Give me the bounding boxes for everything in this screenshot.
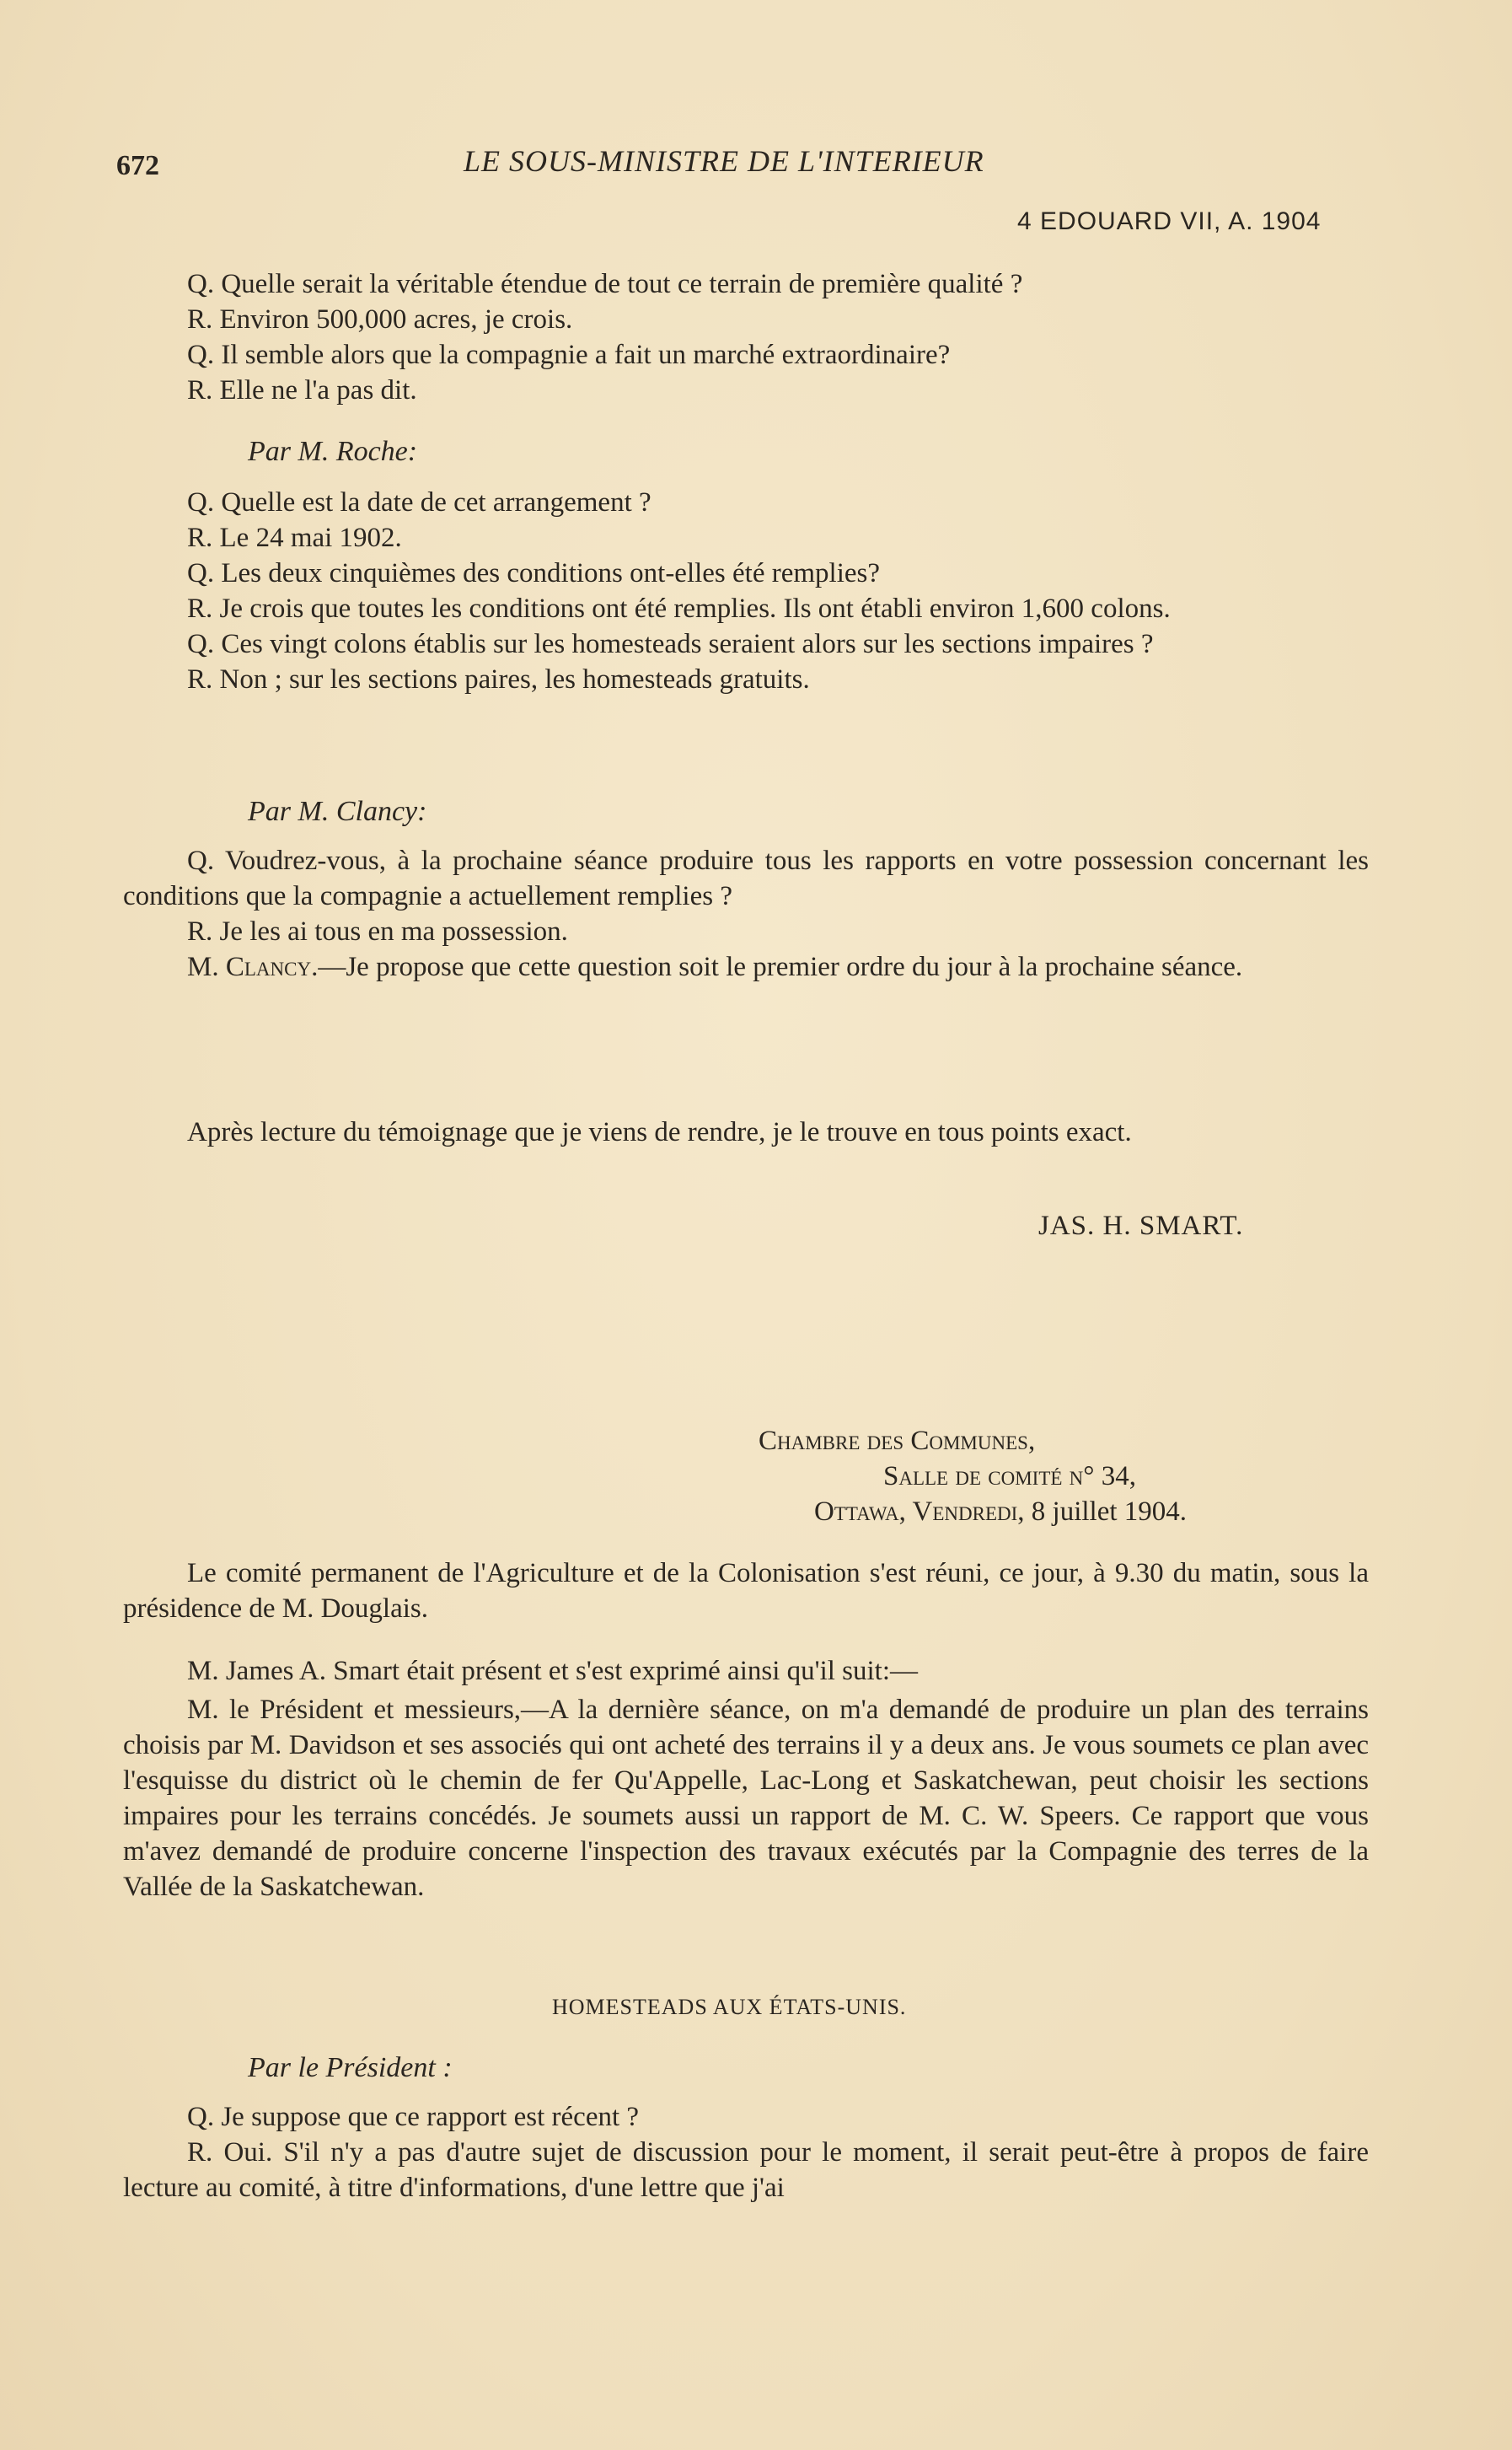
section-heading: HOMESTEADS AUX ÉTATS-UNIS. [552,1995,907,2019]
qa-line: Q. Je suppose que ce rapport est récent ? [187,2102,640,2132]
speaker-clancy [123,794,1369,830]
meeting-text: Le comité permanent de l'Agriculture et de la Colonisation s'est réuni, ce jour, à 9.30 du matin, sous la présidence de M. Douglais. [123,1558,1369,1624]
dateline-place: Ottawa, Vendredi, [814,1496,1025,1527]
qa-block-4 [123,2099,1369,2206]
qa-line: Q. Quelle serait la véritable étendue de tout ce terrain de première qualité ? [187,269,1023,299]
qa-line: Q. Voudrez-vous, à la prochaine séance produire tous les rapports en votre possession concernant les conditions que la compagnie a actuellement remplies ? [123,846,1369,911]
dateline-line [759,1494,1433,1529]
qa-block-2 [123,485,1369,697]
meeting-paragraph [123,1555,1369,1626]
smart-statement: M. le Président et messieurs,—A la dernière séance, on m'a demandé de produire un plan des terrains choisis par M. Davidson et ses associés qui ont acheté des terrains il y a deux ans. Je vous soumets ce plan avec l'esquisse du district où le chemin de fer Qu'Appelle, Lac-Long et Saskatchewan, peut choisir les sections impaires pour les terrains concédés. Je soumets aussi un rapport de M. C. W. Speers. Ce rapport que vous m'avez demandé de produire concerne l'inspection des travaux exécutés par la Compagnie des terres de la Vallée de la Saskatchewan. [123,1695,1369,1902]
qa-line: Q. Il semble alors que la compagnie a fait un marché extraordinaire? [187,340,951,370]
dateline-line: Salle de comité n° 34, [883,1461,1136,1491]
qa-line: Q. Les deux cinquièmes des conditions ont-elles été remplies? [187,558,881,588]
qa-line: R. Non ; sur les sections paires, les homesteads gratuits. [187,664,810,695]
running-title: LE SOUS-MINISTRE DE L'INTERIEUR [464,144,984,178]
qa-line: R. Environ 500,000 acres, je crois. [187,304,573,335]
page-number: 672 [116,150,159,181]
dateline-date: 8 juillet 1904. [1024,1496,1188,1527]
session-label: 4 EDOUARD VII, A. 1904 [1017,207,1322,235]
dateline [759,1423,1433,1529]
qa-line: Q. Quelle est la date de cet arrangement ? [187,487,651,518]
dateline-line: Chambre des Communes, [759,1426,1036,1456]
speaker-roche [123,434,1369,470]
motion-text: .—Je propose que cette question soit le premier ordre du jour à la prochaine séance. [311,952,1243,982]
qa-line: R. Je crois que toutes les conditions ont été remplies. Ils ont établi environ 1,600 colons. [187,594,1171,624]
statement [123,1653,1369,1905]
speaker-label: Par M. Roche: [248,436,418,467]
qa-block-3 [123,843,1369,985]
qa-block-1 [123,266,1369,408]
clancy-motion [123,949,1369,985]
qa-line: R. Elle ne l'a pas dit. [187,375,417,406]
signature: JAS. H. SMART. [1038,1211,1244,1241]
speaker-label: Par le Président : [248,2052,453,2083]
qa-line: R. Je les ai tous en ma possession. [187,916,568,947]
attestation [123,1115,1369,1150]
speaker-label: Par M. Clancy: [248,796,427,827]
speaker-name: M. Clancy [187,952,312,982]
smart-intro: M. James A. Smart était présent et s'est exprimé ainsi qu'il suit:— [187,1656,919,1686]
qa-line: R. Le 24 mai 1902. [187,523,402,553]
qa-line: Q. Ces vingt colons établis sur les homesteads seraient alors sur les sections impaires ? [187,629,1154,659]
qa-line: R. Oui. S'il n'y a pas d'autre sujet de discussion pour le moment, il serait peut-être à propos de faire lecture au comité, à titre d'informations, d'une lettre que j'ai [123,2137,1369,2203]
attestation-text: Après lecture du témoignage que je viens de rendre, je le trouve en tous points exact. [187,1117,1132,1147]
speaker-president [123,2050,1369,2086]
